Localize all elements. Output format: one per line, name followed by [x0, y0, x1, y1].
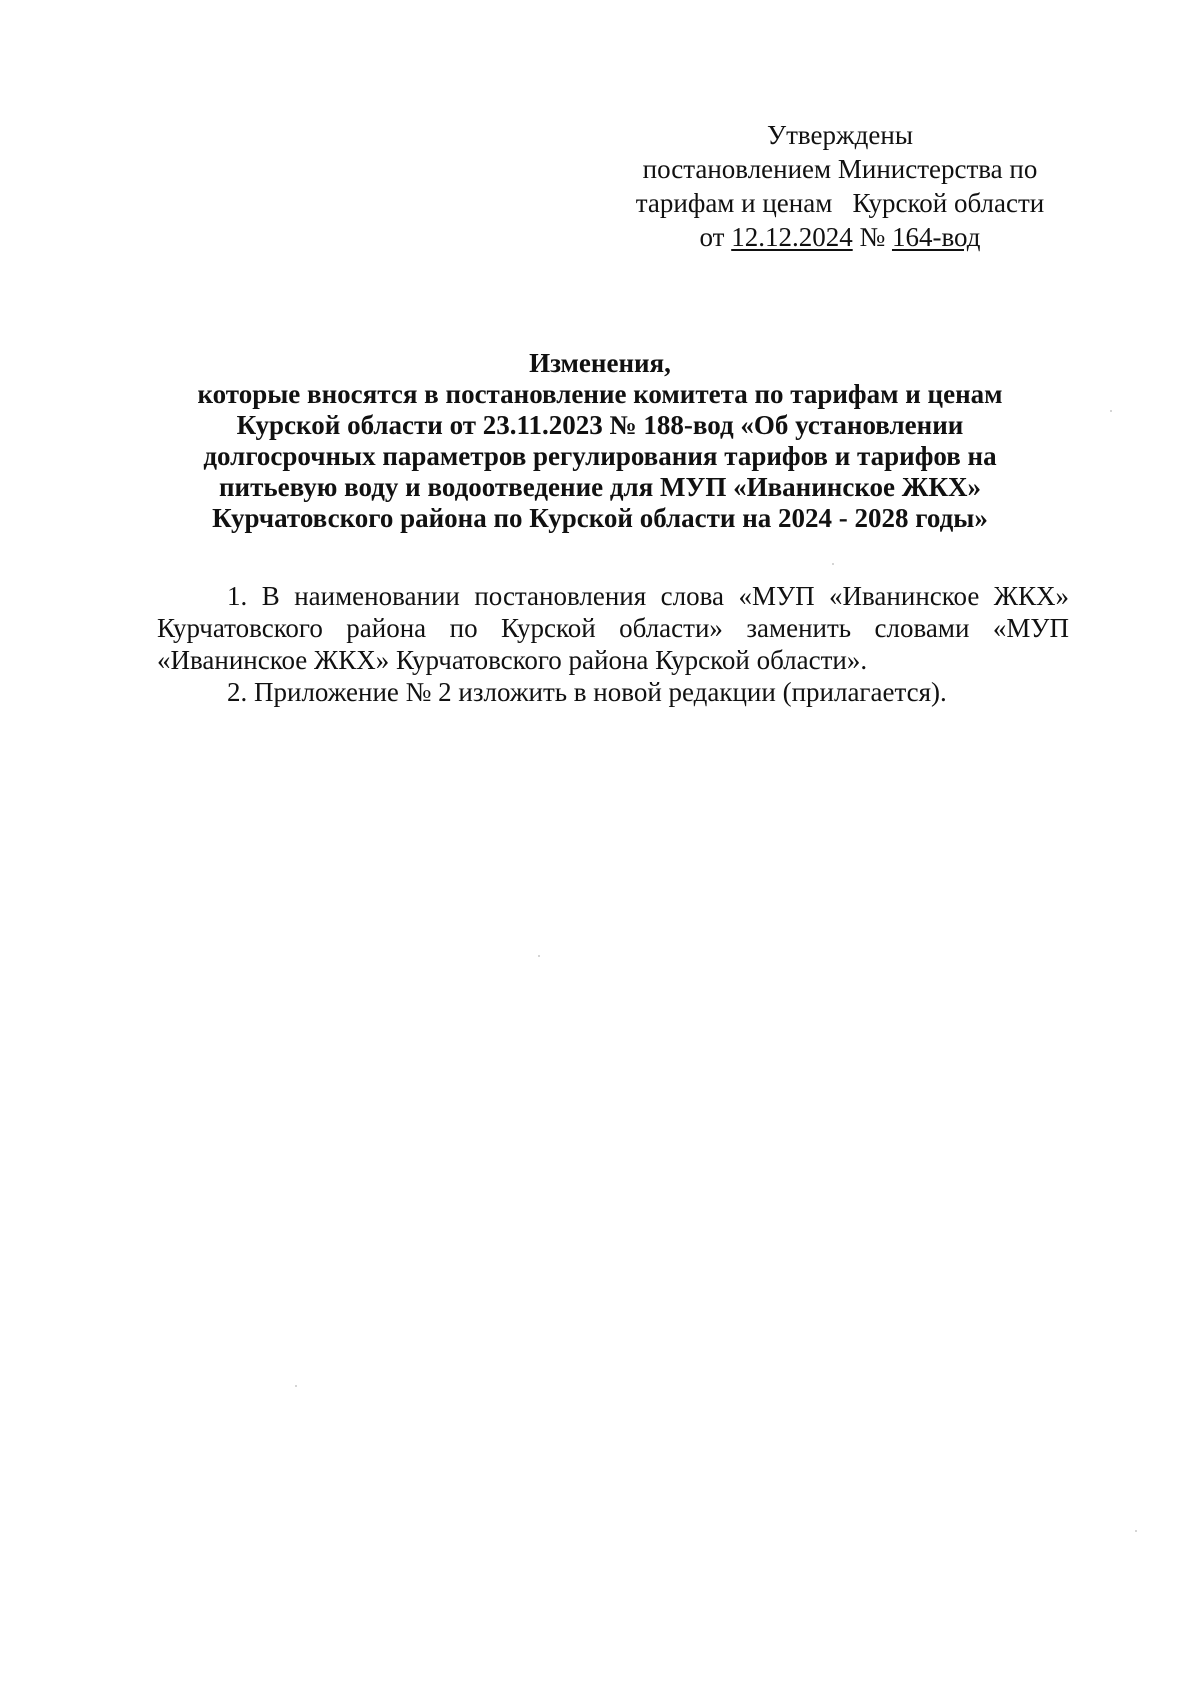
document-title [150, 348, 1050, 534]
approval-date: 12.12.2024 [731, 222, 853, 252]
approval-line-4 [600, 220, 1080, 254]
approval-stamp [600, 118, 1080, 254]
approval-number-sign: № [852, 222, 892, 252]
approval-date-prefix: от [699, 222, 732, 252]
body-item-2: 2. Приложение № 2 изложить в новой редакции (прилагается). [227, 677, 947, 707]
approval-line-3: тарифам и ценам Курской области [635, 188, 1045, 218]
title-line-4: долгосрочных параметров регулирования тарифов и тарифов на [203, 441, 997, 471]
scan-speck [1110, 410, 1112, 412]
title-line-3: Курской области от 23.11.2023 № 188-вод «Об установлении [236, 410, 964, 440]
approval-line-2: постановлением Министерства по [642, 154, 1038, 184]
body-item-1: 1. В наименовании постановления слова «МУП «Иванинское ЖКХ» Курчатовского района по Курской области» заменить словами «МУП «Иванинское ЖКХ» Курчатовского района Курской области». [157, 581, 1069, 675]
title-line-1: Изменения, [529, 348, 671, 378]
scan-speck [538, 955, 540, 957]
title-line-6: Курчатовского района по Курской области на 2024 - 2028 годы» [212, 503, 988, 533]
title-line-5: питьевую воду и водоотведение для МУП «Иванинское ЖКХ» [218, 472, 982, 502]
title-line-2: которые вносятся в постановление комитета по тарифам и ценам [197, 379, 1003, 409]
scan-speck [1135, 1530, 1137, 1532]
scan-speck [832, 563, 834, 565]
approval-line-1: Утверждены [767, 120, 913, 150]
scan-speck [295, 1385, 297, 1387]
approval-number: 164-вод [891, 222, 981, 252]
document-body [157, 580, 1069, 708]
